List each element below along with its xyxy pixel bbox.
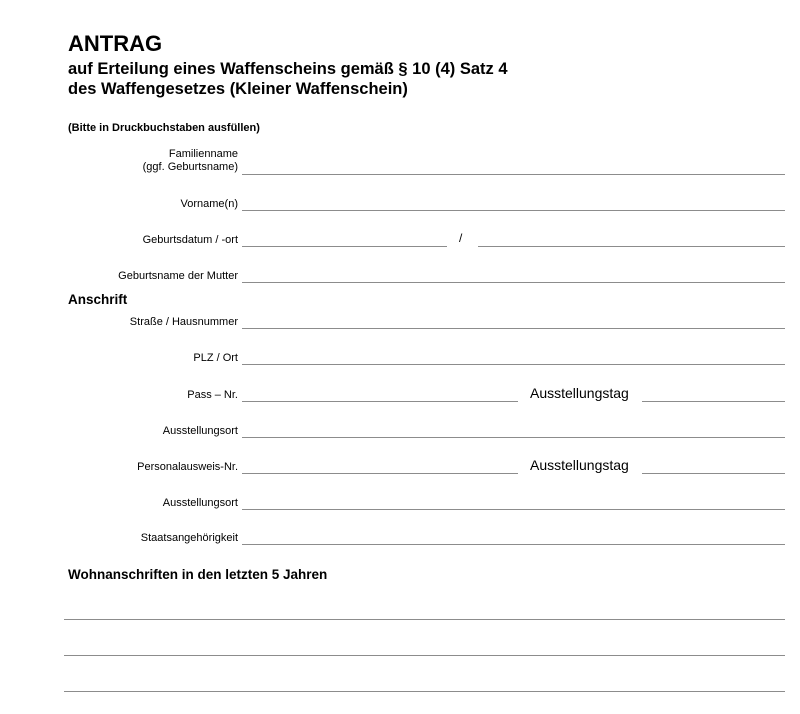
pass-ausstellungstag-field[interactable] (642, 401, 785, 402)
vorname-label: Vorname(n) (180, 198, 238, 210)
date-place-separator: / (459, 231, 463, 245)
personalausweis-ausstellungsort-label: Ausstellungsort (162, 497, 238, 509)
pass-nr-field[interactable] (242, 401, 518, 402)
plz-ort-label: PLZ / Ort (193, 352, 238, 364)
familienname-field[interactable] (242, 174, 785, 175)
geburtsdatum-ort-label: Geburtsdatum / -ort (142, 234, 238, 246)
familienname-label-line2: (ggf. Geburtsname) (142, 161, 238, 173)
pass-ausstellungsort-field[interactable] (242, 437, 785, 438)
familienname-label (58, 148, 238, 174)
personalausweis-ausstellungsort-field[interactable] (242, 509, 785, 510)
pass-ausstellungsort-label: Ausstellungsort (162, 425, 238, 437)
subtitle-line-1: auf Erteilung eines Waffenscheins gemäß § 10 (4) Satz 4 (68, 60, 508, 78)
staatsangehoerigkeit-label: Staatsangehörigkeit (140, 532, 238, 544)
form-subtitle (68, 59, 508, 99)
vorname-field[interactable] (242, 210, 785, 211)
strasse-field[interactable] (242, 328, 785, 329)
personalausweis-nr-field[interactable] (242, 473, 518, 474)
geburtsname-mutter-label: Geburtsname der Mutter (118, 270, 238, 282)
geburtsdatum-field[interactable] (242, 246, 447, 247)
wohnanschrift-line-1[interactable] (64, 619, 785, 620)
pass-ausstellungstag-label: Ausstellungstag (530, 385, 629, 401)
geburtsname-mutter-field[interactable] (242, 282, 785, 283)
pass-nr-label: Pass – Nr. (187, 389, 238, 401)
wohnanschrift-line-3[interactable] (64, 691, 785, 692)
wohnanschriften-heading: Wohnanschriften in den letzten 5 Jahren (68, 567, 328, 582)
geburtsort-field[interactable] (478, 246, 785, 247)
strasse-label: Straße / Hausnummer (129, 316, 238, 328)
familienname-label-line1: Familienname (168, 148, 238, 160)
form-title: ANTRAG (68, 31, 163, 56)
personalausweis-ausstellungstag-label: Ausstellungstag (530, 457, 629, 473)
instruction-note: (Bitte in Druckbuchstaben ausfüllen) (68, 122, 260, 134)
wohnanschrift-line-2[interactable] (64, 655, 785, 656)
personalausweis-nr-label: Personalausweis-Nr. (137, 461, 238, 473)
subtitle-line-2: des Waffengesetzes (Kleiner Waffenschein) (68, 80, 408, 98)
plz-ort-field[interactable] (242, 364, 785, 365)
anschrift-heading: Anschrift (68, 292, 128, 307)
personalausweis-ausstellungstag-field[interactable] (642, 473, 785, 474)
staatsangehoerigkeit-field[interactable] (242, 544, 785, 545)
